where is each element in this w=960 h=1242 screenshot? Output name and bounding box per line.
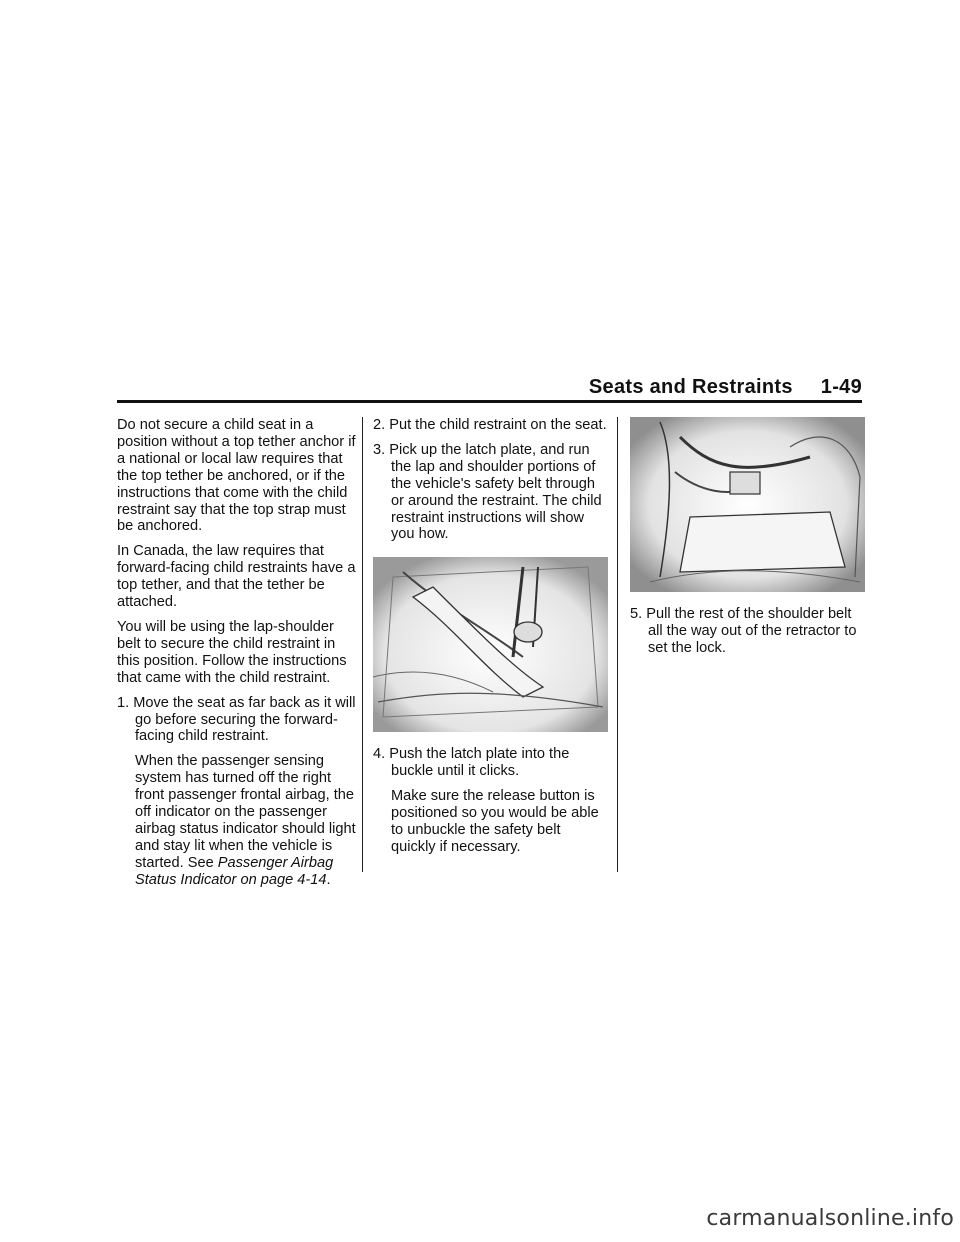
header-rule [117,400,862,403]
step-5: 5. Pull the rest of the shoulder belt all the way out of the retractor to set the lock. [630,606,857,656]
column-divider [617,417,618,872]
page-header [117,378,862,396]
section-title: Seats and Restraints [588,376,793,398]
column-2 [373,417,608,864]
paragraph: In Canada, the law requires that forward-facing child restraints have a top tether, and that the tether be attached. [117,543,356,611]
step-2: 2. Put the child restraint on the seat. [373,417,607,433]
step-3: 3. Pick up the latch plate, and run the lap and shoulder portions of the vehicle's safety belt through or around the restraint. The child restraint instructions will show you how. [373,441,602,543]
note-text: When the passenger sensing system has turned off the right front passenger frontal airbag, the off indicator on the passenger airbag status indicator should light and stay lit when the vehicle is started. See [135,753,356,871]
shoulder-belt-illustration [630,417,865,592]
note-end: . [326,871,331,888]
step-4-note: Make sure the release button is positioned so you would be able to unbuckle the safety belt quickly if necessary. [391,788,599,855]
column-divider [362,417,363,872]
page-number: 1-49 [820,376,862,398]
step-1-note [117,753,357,888]
column-3 [630,417,865,665]
latch-plate-illustration [373,557,608,732]
step-4: 4. Push the latch plate into the buckle until it clicks. [373,746,570,780]
cross-reference-link[interactable]: Passenger Airbag Status Indicator on page 4-14 [135,854,334,888]
paragraph: Do not secure a child seat in a position without a top tether anchor if a national or local law requires that the top tether be anchored, or if the instructions that come with the child restraint say that the top strap must be anchored. [117,417,356,535]
paragraph: You will be using the lap-shoulder belt to secure the child restraint in this position. Follow the instructions that came with the child restraint. [117,618,347,686]
step-1: 1. Move the seat as far back as it will go before securing the forward-facing child restraint. [117,694,356,745]
column-1 [117,417,357,897]
watermark: carmanualsonline.info [706,1206,954,1231]
